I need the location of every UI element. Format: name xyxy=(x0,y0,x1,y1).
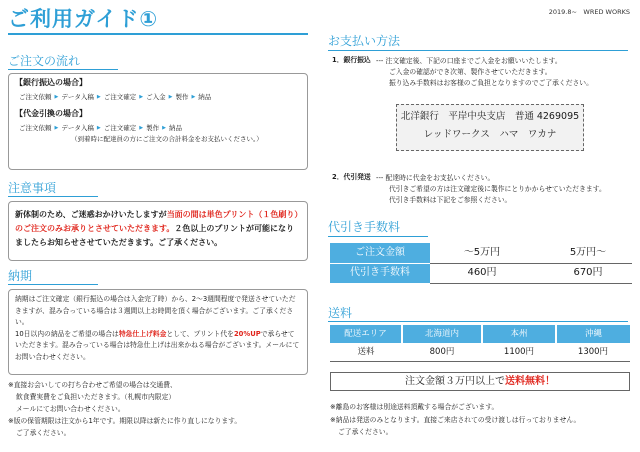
delivery-box xyxy=(8,289,308,375)
note-line: 飲食費実費をご負担いただきます。（札幌市内限定） xyxy=(16,392,176,401)
delivery-heading: 納期 xyxy=(8,269,33,283)
table-cell: ～5万円 xyxy=(438,243,526,263)
flow-heading: ご注文の流れ xyxy=(8,54,81,68)
cod-payment-text xyxy=(376,173,606,206)
bank-account-number: 北洋銀行 平岸中央支店 普通 4269095 xyxy=(400,111,580,122)
note-line: ※離島のお客様は別途送料頂戴する場合がございます。 xyxy=(330,403,499,411)
free-shipping-banner xyxy=(330,372,630,391)
table-row xyxy=(330,263,632,283)
header-meta: 2019.8~ WRED WORKS xyxy=(548,8,630,16)
table-cell: 1300円 xyxy=(556,343,630,361)
caution-text: 新体制のため、ご迷惑おかけいたしますが xyxy=(15,210,167,219)
cod-fee-table xyxy=(330,243,632,284)
note-line: ご了承ください。 xyxy=(16,428,71,437)
table-cell: 460円 xyxy=(438,263,526,283)
bank-line: ご入金の確認ができ次第、製作させていただきます。 xyxy=(389,67,552,76)
flow-step: ご入金 xyxy=(146,92,166,101)
note-line: メールにてお問い合わせください。 xyxy=(16,404,125,413)
note-line: ご了承ください。 xyxy=(338,428,393,437)
shipping-heading-underline xyxy=(328,321,628,322)
cod-fee-heading: 代引き手数料 xyxy=(328,220,401,234)
flow-step: 納品 xyxy=(168,123,182,132)
flow-step: 納品 xyxy=(198,92,212,101)
note-line: ※納品は発送のみとなります。直接ご来店されての受け渡しは行っておりません。 xyxy=(330,415,581,424)
table-cell: 5万円～ xyxy=(544,243,632,263)
cod-flow-steps xyxy=(19,124,301,133)
bank-transfer-text xyxy=(376,56,593,89)
cod-line: --- 配達時に代金をお支払いください。 xyxy=(376,174,495,182)
delivery-text2b: として、プリント代を xyxy=(166,329,234,338)
table-header-cell: 北海道内 xyxy=(402,325,482,343)
page-title: ご利用ガイド① xyxy=(8,7,159,31)
bank-line: --- 注文確定後、下記の口座までご入金をお願いいたします。 xyxy=(376,57,562,65)
bank-account-holder: レッドワークス ハマ ワカナ xyxy=(423,129,557,141)
bank-account-box xyxy=(396,104,584,151)
flow-step: ご注文依頼 xyxy=(19,92,52,101)
cod-payment-label: 2．代引発送 xyxy=(332,173,371,181)
cod-line: 代引き手数料は下記をご参照ください。 xyxy=(389,195,512,204)
arrow-right-icon: ▶ xyxy=(96,124,101,131)
flow-step: データ入稿 xyxy=(61,92,94,101)
table-row xyxy=(330,243,632,263)
delivery-text2a: 10日以内の納品をご希望の場合は xyxy=(15,329,119,338)
flow-step: ご注文確定 xyxy=(103,92,137,101)
cod-fee-heading-underline xyxy=(328,236,428,237)
express-fee-rate: 20%UP xyxy=(233,329,261,338)
flow-step: 製作 xyxy=(175,92,189,101)
table-header-cell: 本州 xyxy=(482,325,556,343)
caution-heading-underline xyxy=(8,196,98,197)
flow-step: ご注文依頼 xyxy=(19,123,52,132)
bank-flow-steps xyxy=(19,93,301,102)
table-cell: 670円 xyxy=(544,263,632,283)
table-header-cell: ご注文金額 xyxy=(330,243,430,263)
arrow-right-icon: ▶ xyxy=(54,93,59,100)
right-notes xyxy=(330,401,635,439)
caution-text-red: 当面の間は単色プリント（１色刷り）のご注文のみお承りとさせていただきます。 xyxy=(15,210,299,233)
caution-text-rest: ２色以上のプリントが可能になりましたらお知らせさせていただきます。ご了承ください。 xyxy=(15,224,295,247)
delivery-text2c: で承らせていただきます。混み合っている場合は特急仕上げは出来かねる場合がございます。メールにてお問い合わせください。 xyxy=(15,329,300,361)
note-line: ※直接お会いしての打ち合わせご希望の場合は交通費、 xyxy=(8,381,177,389)
table-header-cell: 配送エリア xyxy=(330,325,402,343)
bank-line: 振り込み手数料はお客様のご負担となりますのでご了承ください。 xyxy=(389,78,593,87)
shipping-heading: 送料 xyxy=(328,306,353,320)
bank-flow-title: 【銀行振込の場合】 xyxy=(15,78,87,87)
arrow-right-icon: ▶ xyxy=(191,93,196,100)
table-cell: 1100円 xyxy=(482,343,556,361)
free-shipping-highlight: 送料無料！ xyxy=(505,376,555,387)
bank-transfer-label: 1．銀行振込 xyxy=(332,56,371,64)
flow-step: データ入稿 xyxy=(61,123,94,132)
note-line: ※版の保管期限は注文から1年です。期限以降は新たに作り直しになります。 xyxy=(8,416,242,425)
left-notes xyxy=(8,380,313,439)
flow-step: ご注文確定 xyxy=(103,123,137,132)
caution-heading: 注意事項 xyxy=(8,181,57,195)
title-underline xyxy=(8,33,308,35)
payment-heading: お支払い方法 xyxy=(328,34,401,48)
arrow-right-icon: ▶ xyxy=(139,124,144,131)
delivery-text: 納期はご注文確定（銀行振込の場合は入金完了時）から、2～3週間程度で発送させていただきますが、混み合っている場合は３週間以上お時間を頂く場合がございます。ご了承ください。 xyxy=(15,295,296,327)
arrow-right-icon: ▶ xyxy=(168,93,173,100)
express-fee-label: 特急仕上げ料金 xyxy=(118,329,167,338)
table-header-cell: 沖縄 xyxy=(556,325,630,343)
table-cell: 800円 xyxy=(402,343,482,361)
table-row xyxy=(330,325,630,343)
arrow-right-icon: ▶ xyxy=(162,124,166,131)
arrow-right-icon: ▶ xyxy=(139,93,144,100)
free-shipping-text: 注文金額３万円以上で xyxy=(405,376,505,387)
payment-heading-underline xyxy=(328,50,628,51)
flow-step: 製作 xyxy=(146,123,160,132)
cod-line: 代引きご希望の方は注文確定後に製作にとりかからせていただきます。 xyxy=(389,184,606,193)
cod-flow-title: 【代金引換の場合】 xyxy=(15,109,87,119)
flow-heading-underline xyxy=(8,69,118,70)
cod-flow-note: （到着時に配達員の方にご注文の合計料金をお支払いください。） xyxy=(71,135,263,144)
shipping-table xyxy=(330,325,630,362)
arrow-right-icon: ▶ xyxy=(54,124,59,131)
caution-box xyxy=(8,201,308,261)
table-cell: 送料 xyxy=(330,343,402,361)
delivery-heading-underline xyxy=(8,284,98,285)
table-header-cell: 代引き手数料 xyxy=(330,263,430,283)
table-row xyxy=(330,343,630,361)
arrow-right-icon: ▶ xyxy=(96,93,101,100)
flow-box xyxy=(8,73,308,170)
